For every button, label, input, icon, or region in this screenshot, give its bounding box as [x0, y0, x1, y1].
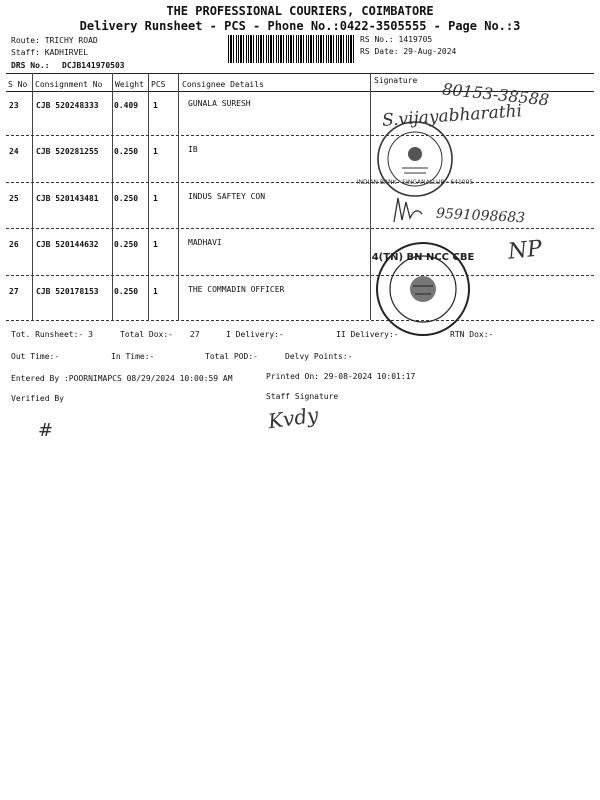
bank-stamp-text: INDIAN BANK · SINGANALLUR · 641005: [356, 179, 474, 186]
row-weight: 0.250: [114, 287, 139, 296]
barcode-image: [228, 35, 356, 63]
total-dox-label: Total Dox:-: [120, 330, 173, 339]
ncc-stamp: [373, 238, 473, 340]
col-divider: [32, 73, 33, 320]
rs-number: RS No.: 1419705: [360, 35, 433, 44]
col-divider: [112, 73, 113, 320]
row-consignee: MADHAVI: [188, 238, 222, 247]
row-pcs: 1: [153, 287, 158, 296]
verified-initials: #: [38, 420, 54, 441]
row-pcs: 1: [153, 240, 158, 249]
staff-signature-label: Staff Signature: [266, 392, 339, 401]
row-consignment: CJB 520144632: [36, 240, 99, 249]
table-top-rule: [6, 73, 594, 74]
table-bottom-rule: [6, 320, 594, 321]
runsheet-title: Delivery Runsheet - PCS - Phone No.:0422-3505555 - Page No.:3: [79, 19, 521, 33]
handwritten-initials: NP: [506, 236, 544, 265]
verified-by: Verified By: [11, 394, 64, 403]
row-weight: 0.250: [114, 147, 139, 156]
row-consignee: IB: [188, 145, 198, 154]
col-header-consignee: Consignee Details: [182, 80, 264, 89]
out-time: Out Time:-: [11, 352, 60, 361]
row-separator: [6, 182, 594, 183]
col-header-weight: Weight: [115, 80, 144, 89]
row-consignee: GUNALA SURESH: [188, 99, 251, 108]
in-time: In Time:-: [111, 352, 155, 361]
handwritten-phone: 80153-38588: [441, 79, 550, 110]
row-consignee: INDUS SAFTEY CON: [188, 192, 266, 201]
row-pcs: 1: [153, 194, 158, 203]
entered-by: Entered By :POORNIMAPCS 08/29/2024 10:00:59 AM: [11, 374, 233, 383]
handwritten-phone: 9591098683: [435, 205, 526, 227]
row-pcs: 1: [153, 101, 158, 110]
row-separator: [6, 228, 594, 229]
staff-signature: Kvdy: [266, 402, 320, 434]
col-header-consignment: Consignment No: [35, 80, 103, 89]
ncc-stamp-text: 4(TN) BN NCC CBE: [371, 252, 475, 263]
drs-value: DCJB141970503: [62, 61, 125, 70]
col-divider: [148, 73, 149, 320]
row-sno: 27: [9, 287, 19, 296]
row-sno: 23: [9, 101, 19, 110]
handwritten-name: S.vijayabharathi: [381, 101, 523, 131]
tot-runsheet: Tot. Runsheet:- 3: [11, 330, 93, 339]
row-separator: [6, 135, 594, 136]
rtn-dox: RTN Dox:-: [450, 330, 494, 339]
rs-date: RS Date: 29-Aug-2024: [360, 47, 457, 56]
row-consignee: THE COMMADIN OFFICER: [188, 285, 285, 294]
delvy-points: Delvy Points:-: [285, 352, 353, 361]
ii-delivery: II Delivery:-: [336, 330, 399, 339]
row-consignment: CJB 520143481: [36, 194, 99, 203]
total-dox-value: 27: [190, 330, 200, 339]
row-pcs: 1: [153, 147, 158, 156]
row-consignment: CJB 520281255: [36, 147, 99, 156]
row-consignment: CJB 520178153: [36, 287, 99, 296]
printed-on: Printed On: 29-08-2024 10:01:17: [266, 372, 416, 381]
row-separator: [6, 275, 594, 276]
drs-label: DRS No.:: [11, 61, 50, 70]
total-pod: Total POD:-: [205, 352, 258, 361]
route-text: Route: TRICHY ROAD: [11, 36, 98, 45]
row-consignment: CJB 520248333: [36, 101, 99, 110]
col-divider: [370, 73, 371, 320]
col-header-signature: Signature: [374, 76, 418, 85]
i-delivery: I Delivery:-: [226, 330, 284, 339]
row-sno: 24: [9, 147, 19, 156]
row-weight: 0.250: [114, 240, 139, 249]
col-header-pcs: PCS: [151, 80, 166, 89]
bank-stamp: [356, 118, 474, 200]
row-sno: 26: [9, 240, 19, 249]
company-title: THE PROFESSIONAL COURIERS, COIMBATORE: [166, 4, 434, 18]
staff-text: Staff: KADHIRVEL: [11, 48, 89, 57]
row-weight: 0.409: [114, 101, 139, 110]
row-sno: 25: [9, 194, 19, 203]
row-weight: 0.250: [114, 194, 139, 203]
col-header-sno: S No: [8, 80, 28, 89]
col-divider: [178, 73, 179, 320]
